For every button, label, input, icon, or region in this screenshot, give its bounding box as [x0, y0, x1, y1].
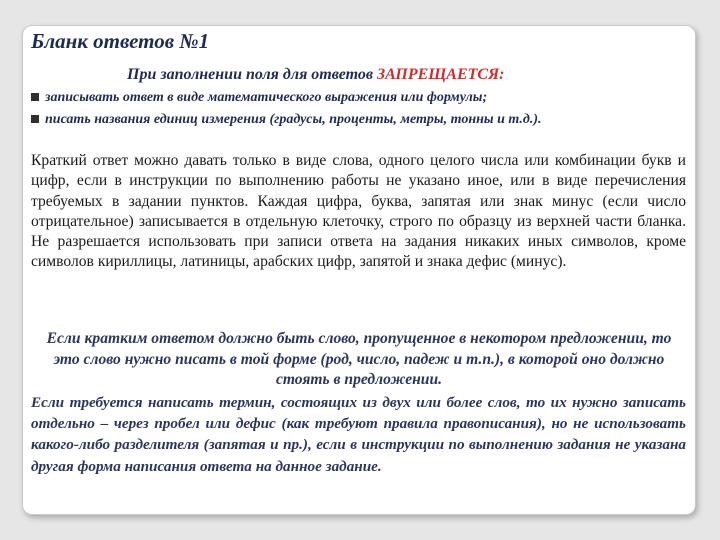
- rule-item: [31, 109, 695, 131]
- slide-card: [22, 25, 696, 515]
- warning-emphasis: ЗАПРЕЩАЕТСЯ:: [376, 66, 505, 83]
- term-answer-paragraph: Если требуется написать термин, состоящих из двух или более слов, то их нужно записать отдельно – через пробел или дефис (как требуют правила правописания), но не использовать какого-либо разделителя (запятая и пр.), если в инструкции по выполнению задания не указана другая форма написания ответа на данное задание.: [31, 394, 686, 475]
- rule-text: записывать ответ в виде математического выражения или формулы;: [45, 90, 488, 105]
- prohibited-rules-list: [31, 87, 695, 131]
- square-bullet-icon: [31, 115, 39, 123]
- word-answer-paragraph: Если кратким ответом должно быть слово, пропущенное в некотором предложении, то это слово нужно писать в той форме (род, число, падеж и т.п.), в которой оно должно стоять в предложении.: [46, 330, 672, 388]
- short-answer-paragraph: Краткий ответ можно давать только в виде слова, одного целого числа или комбинации букв и цифр, если в инструкции по выполнению работы не указано иное, или в виде перечисления требуемых в задании пунктов. Каждая цифра, буква, запятая или знак минус (если число отрицательное) записывается в отдельную клеточку, строго по образцу из верхней части бланка. Не разрешается использовать при записи ответа на задания никаких иных символов, кроме символов кириллицы, латиницы, арабских цифр, запятой и знака дефис (минус).: [31, 152, 686, 271]
- rule-item: [31, 87, 695, 109]
- rule-text: писать названия единиц измерения (градусы, проценты, метры, тонны и т.д.).: [45, 112, 542, 127]
- warning-prefix: При заполнении поля для ответов: [127, 66, 373, 83]
- page-title: Бланк ответов №1: [31, 29, 210, 53]
- square-bullet-icon: [31, 93, 39, 101]
- warning-heading: [127, 66, 504, 84]
